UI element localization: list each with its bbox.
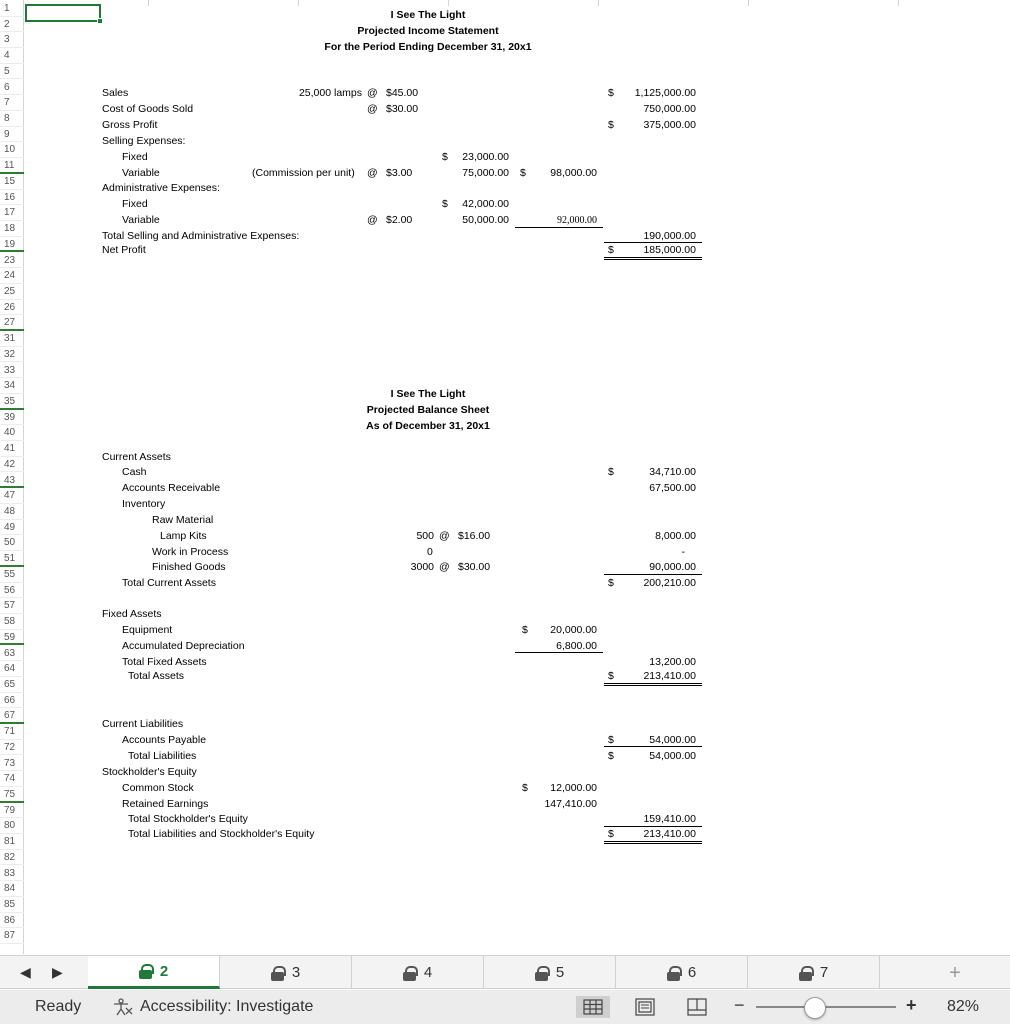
row-number[interactable]: 8	[0, 111, 24, 127]
lamp-kits-total: 8,000.00	[655, 530, 696, 542]
inventory-label: Inventory	[122, 498, 166, 510]
sales-price: $45.00	[386, 87, 419, 99]
accum-depreciation-amount: 6,800.00	[556, 640, 597, 652]
total-sa-amount: 190,000.00	[643, 230, 696, 242]
next-sheet-icon[interactable]: ▶	[52, 964, 63, 980]
common-stock-label: Common Stock	[122, 782, 194, 794]
zoom-out-button[interactable]: −	[734, 995, 745, 1015]
row-number[interactable]: 73	[0, 756, 24, 772]
row-number[interactable]: 65	[0, 677, 24, 693]
balance-title: I See The Light	[390, 388, 466, 400]
commission-label: (Commission per unit)	[252, 167, 355, 179]
ar-amount: 67,500.00	[649, 482, 696, 494]
row-number[interactable]: 82	[0, 850, 24, 866]
lamp-kits-label: Lamp Kits	[160, 530, 207, 542]
row-number[interactable]: 51	[0, 551, 24, 567]
row-number[interactable]: 33	[0, 363, 24, 379]
zoom-in-button[interactable]: +	[906, 995, 917, 1015]
lock-icon	[667, 966, 680, 980]
row-number[interactable]: 81	[0, 834, 24, 850]
sheet-tab-label: 7	[819, 964, 829, 981]
underline	[604, 574, 702, 575]
current-liabilities-label: Current Liabilities	[102, 718, 184, 730]
fixed-assets-label: Fixed Assets	[102, 608, 162, 620]
selling-fixed-amount: 23,000.00	[462, 151, 509, 163]
total-liabilities: 54,000.00	[649, 750, 696, 762]
row-number[interactable]: 43	[0, 473, 24, 489]
finished-goods-qty: 3000	[410, 561, 434, 573]
row-number[interactable]: 16	[0, 190, 24, 206]
dollar-sign: $	[608, 119, 614, 131]
row-number[interactable]: 1	[0, 1, 24, 17]
dollar-sign: $	[608, 670, 614, 682]
total-liabilities-label: Total Liabilities	[128, 750, 197, 762]
sheet-tab[interactable]	[352, 956, 484, 989]
admin-fixed-label: Fixed	[122, 198, 148, 210]
prev-sheet-icon[interactable]: ◀	[20, 964, 31, 980]
ar-label: Accounts Receivable	[122, 482, 221, 494]
lamp-kits-qty: 500	[416, 530, 434, 542]
row-number[interactable]: 42	[0, 457, 24, 473]
row-number[interactable]: 84	[0, 881, 24, 897]
total-fixed-assets: 13,200.00	[649, 656, 696, 668]
row-number[interactable]: 24	[0, 268, 24, 284]
row-number[interactable]: 23	[0, 253, 24, 269]
total-se: 159,410.00	[643, 813, 696, 825]
row-number[interactable]: 56	[0, 583, 24, 599]
finished-goods-total: 90,000.00	[649, 561, 696, 573]
cogs-price: $30.00	[386, 103, 419, 115]
total-assets-label: Total Assets	[128, 670, 185, 682]
underline	[515, 652, 603, 653]
total-current-assets-label: Total Current Assets	[122, 577, 216, 589]
row-number[interactable]: 80	[0, 818, 24, 834]
accessibility-status[interactable]	[112, 998, 313, 1016]
at-sign: @	[367, 87, 378, 99]
sales-quantity: 25,000 lamps	[298, 87, 362, 99]
double-underline	[604, 685, 702, 686]
dollar-sign: $	[442, 198, 448, 210]
lamp-kits-price: $16.00	[458, 530, 491, 542]
sheet-tab-label: 6	[687, 964, 697, 981]
sheet-tab[interactable]	[616, 956, 748, 989]
wip-label: Work in Process	[152, 546, 229, 558]
row-number[interactable]: 75	[0, 787, 24, 803]
row-number[interactable]: 19	[0, 237, 24, 253]
row-number[interactable]: 64	[0, 661, 24, 677]
dollar-sign: $	[608, 466, 614, 478]
row-number[interactable]: 3	[0, 32, 24, 48]
sheet-tab-label: 5	[555, 964, 565, 981]
row-number[interactable]: 2	[0, 17, 24, 33]
accum-depreciation-label: Accumulated Depreciation	[122, 640, 245, 652]
row-number[interactable]: 5	[0, 64, 24, 80]
net-profit-amount: 185,000.00	[643, 244, 696, 256]
admin-expenses-label: Administrative Expenses:	[102, 182, 220, 194]
dollar-sign: $	[608, 828, 614, 840]
selected-cell[interactable]	[25, 4, 101, 22]
sheet-tab-label: 3	[291, 964, 301, 981]
row-number[interactable]: 4	[0, 48, 24, 64]
row-number[interactable]: 41	[0, 441, 24, 457]
underline	[604, 746, 702, 747]
row-number[interactable]: 9	[0, 127, 24, 143]
total-liab-se-label: Total Liabilities and Stockholder's Equity	[128, 828, 315, 840]
underline	[604, 826, 702, 827]
lock-icon	[799, 966, 812, 980]
status-bar	[0, 990, 1010, 1024]
row-number[interactable]: 7	[0, 95, 24, 111]
row-number[interactable]: 59	[0, 630, 24, 646]
row-number[interactable]: 10	[0, 142, 24, 158]
row-number[interactable]: 47	[0, 488, 24, 504]
column-divider	[898, 0, 899, 6]
at-sign: @	[367, 103, 378, 115]
double-underline	[604, 259, 702, 260]
cogs-total: 750,000.00	[643, 103, 696, 115]
dollar-sign: $	[608, 244, 614, 256]
selling-fixed-label: Fixed	[122, 151, 148, 163]
admin-total: 92,000.00	[557, 215, 597, 226]
row-number[interactable]: 17	[0, 205, 24, 221]
row-number[interactable]: 49	[0, 520, 24, 536]
net-profit-label: Net Profit	[102, 244, 146, 256]
dollar-sign: $	[608, 750, 614, 762]
current-assets-label: Current Assets	[102, 451, 171, 463]
row-number[interactable]: 63	[0, 646, 24, 662]
row-number[interactable]: 55	[0, 567, 24, 583]
raw-material-label: Raw Material	[152, 514, 214, 526]
dollar-sign: $	[522, 782, 528, 794]
normal-view-button[interactable]	[576, 996, 610, 1018]
accounts-payable: 54,000.00	[649, 734, 696, 746]
grid-icon	[583, 999, 603, 1015]
row-number[interactable]: 32	[0, 347, 24, 363]
admin-rate: $2.00	[386, 214, 413, 226]
page-layout-icon	[635, 998, 655, 1016]
gross-profit-total: 375,000.00	[643, 119, 696, 131]
selling-variable-label: Variable	[122, 167, 160, 179]
row-number[interactable]: 85	[0, 897, 24, 913]
admin-variable-label: Variable	[122, 214, 160, 226]
cash-label: Cash	[122, 466, 147, 478]
row-number[interactable]: 34	[0, 378, 24, 394]
accounts-payable-label: Accounts Payable	[122, 734, 207, 746]
ready-status: Ready	[35, 998, 82, 1015]
underline	[515, 227, 603, 228]
row-number[interactable]: 48	[0, 504, 24, 520]
column-divider	[448, 0, 449, 6]
dollar-sign: $	[608, 87, 614, 99]
row-number[interactable]: 74	[0, 771, 24, 787]
page-break-icon	[687, 998, 707, 1016]
row-number[interactable]: 50	[0, 535, 24, 551]
double-underline	[604, 257, 702, 258]
income-subtitle: Projected Income Statement	[357, 25, 499, 37]
income-period: For the Period Ending December 31, 20x1	[324, 41, 532, 53]
lock-icon	[403, 966, 416, 980]
row-number[interactable]: 31	[0, 331, 24, 347]
row-number[interactable]: 15	[0, 174, 24, 190]
row-number[interactable]: 11	[0, 158, 24, 174]
fill-handle[interactable]	[97, 18, 103, 24]
total-current-assets: 200,210.00	[643, 577, 696, 589]
sales-label: Sales	[102, 87, 129, 99]
total-liab-se: 213,410.00	[643, 828, 696, 840]
equipment-label: Equipment	[122, 624, 173, 636]
selling-expenses-label: Selling Expenses:	[102, 135, 186, 147]
balance-date: As of December 31, 20x1	[366, 420, 490, 432]
common-stock-amount: 12,000.00	[550, 782, 597, 794]
admin-variable-amount: 50,000.00	[462, 214, 509, 226]
row-number[interactable]: 79	[0, 803, 24, 819]
page-break-button[interactable]	[680, 996, 714, 1018]
equipment-amount: 20,000.00	[550, 624, 597, 636]
zoom-slider-track[interactable]	[756, 1006, 896, 1008]
row-number[interactable]: 57	[0, 598, 24, 614]
gross-profit-label: Gross Profit	[102, 119, 158, 131]
total-fixed-assets-label: Total Fixed Assets	[122, 656, 207, 668]
page-layout-button[interactable]	[628, 996, 662, 1018]
at-sign: @	[439, 530, 450, 542]
lock-icon	[535, 966, 548, 980]
column-divider	[148, 0, 149, 6]
row-number[interactable]: 18	[0, 221, 24, 237]
finished-goods-label: Finished Goods	[152, 561, 226, 573]
row-number[interactable]: 86	[0, 913, 24, 929]
zoom-percent[interactable]: 82%	[947, 998, 980, 1015]
total-se-label: Total Stockholder's Equity	[128, 813, 248, 825]
row-number[interactable]: 67	[0, 708, 24, 724]
selling-variable-amount: 75,000.00	[462, 167, 509, 179]
dollar-sign: $	[520, 167, 526, 179]
row-header[interactable]	[0, 0, 24, 954]
retained-earnings-label: Retained Earnings	[122, 798, 209, 810]
row-number[interactable]: 72	[0, 740, 24, 756]
row-number[interactable]: 35	[0, 394, 24, 410]
row-number[interactable]: 6	[0, 80, 24, 96]
double-underline	[604, 843, 702, 844]
row-number[interactable]: 27	[0, 315, 24, 331]
balance-subtitle: Projected Balance Sheet	[366, 404, 490, 416]
dollar-sign: $	[522, 624, 528, 636]
sheet-tab[interactable]	[88, 956, 220, 989]
cash-amount: 34,710.00	[649, 466, 696, 478]
row-number[interactable]: 83	[0, 866, 24, 882]
accessibility-icon	[112, 998, 134, 1016]
at-sign: @	[439, 561, 450, 573]
sheet-tab[interactable]	[748, 956, 880, 989]
row-number[interactable]: 26	[0, 300, 24, 316]
sheet-tab-bar	[0, 955, 1010, 989]
lock-icon	[271, 966, 284, 980]
wip-qty: 0	[427, 546, 433, 558]
total-sa-label: Total Selling and Administrative Expenses:	[102, 230, 300, 242]
at-sign: @	[367, 214, 378, 226]
row-number[interactable]: 58	[0, 614, 24, 630]
row-number[interactable]: 25	[0, 284, 24, 300]
row-number[interactable]: 66	[0, 693, 24, 709]
row-number[interactable]: 87	[0, 928, 24, 944]
column-divider	[598, 0, 599, 6]
double-underline	[604, 683, 702, 684]
row-number[interactable]: 39	[0, 410, 24, 426]
income-title: I See The Light	[390, 9, 466, 21]
admin-fixed-amount: 42,000.00	[462, 198, 509, 210]
at-sign: @	[367, 167, 378, 179]
commission-rate: $3.00	[386, 167, 413, 179]
finished-goods-price: $30.00	[458, 561, 491, 573]
wip-total: -	[681, 546, 685, 558]
retained-earnings-amount: 147,410.00	[544, 798, 597, 810]
dollar-sign: $	[442, 151, 448, 163]
row-number[interactable]: 40	[0, 425, 24, 441]
lock-icon	[139, 964, 152, 978]
sheet-tab[interactable]	[484, 956, 616, 989]
accessibility-label: Accessibility: Investigate	[140, 998, 314, 1015]
cogs-label: Cost of Goods Sold	[102, 103, 194, 115]
sheet-tab-label: 4	[423, 964, 433, 981]
column-divider	[748, 0, 749, 6]
add-sheet-button[interactable]: +	[949, 962, 961, 984]
dollar-sign: $	[608, 734, 614, 746]
zoom-slider-thumb[interactable]	[804, 997, 826, 1019]
sheet-tab[interactable]	[220, 956, 352, 989]
dollar-sign: $	[608, 577, 614, 589]
stockholders-equity-label: Stockholder's Equity	[102, 766, 197, 778]
column-divider	[298, 0, 299, 6]
selling-total: 98,000.00	[550, 167, 597, 179]
sheet-tab-label: 2	[159, 962, 169, 980]
double-underline	[604, 841, 702, 842]
total-assets: 213,410.00	[643, 670, 696, 682]
sales-total: 1,125,000.00	[634, 87, 696, 99]
row-number[interactable]: 71	[0, 724, 24, 740]
